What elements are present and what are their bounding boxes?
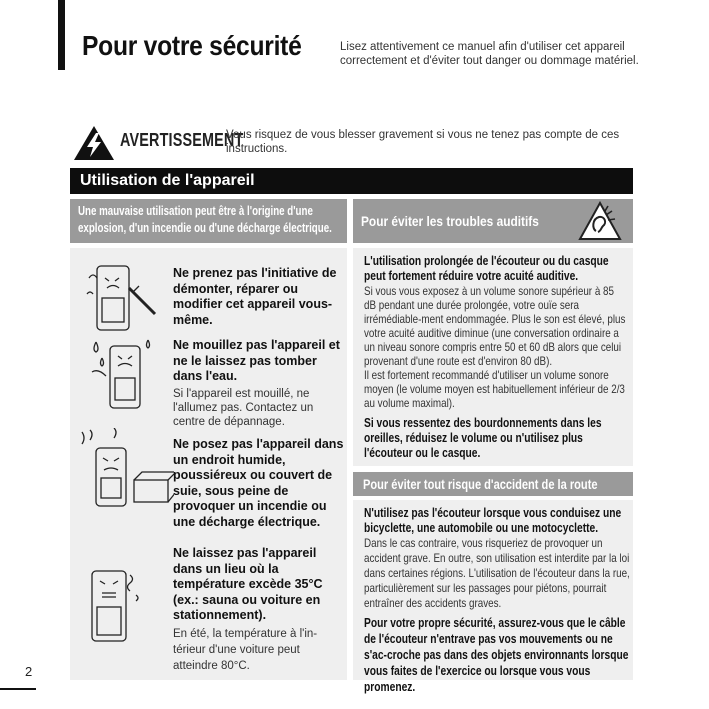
road-content [364, 506, 631, 695]
warning-label: AVERTISSEMENT [120, 130, 244, 150]
hearing-content [364, 254, 626, 461]
page-title: Pour votre sécurité [82, 30, 302, 61]
heat-illustration [80, 565, 150, 645]
left-item-4-heading: Ne laissez pas l'appareil dans un lieu où la température excède 35°C (ex.: sauna ou voiture en stationnement). [173, 546, 323, 622]
hearing-body: Si vous vous exposez à un volume sonore supérieur à 85 dB pendant une durée prolongée, votre ouïe sera irrémédiable-ment endommagée. Plus le son est élevé, plus votre acuité auditive diminue (une conversation ordinaire a un niveau sonore compris entre 50 et 60 dB alors que celui provenant d'une route est d'environ 80 dB). [364, 284, 626, 368]
left-item-1 [173, 266, 345, 328]
section-title: Utilisation de l'appareil [80, 172, 255, 189]
page-number-rule [0, 688, 36, 690]
left-item-4-body: En été, la température à l'in-térieur d'une voiture peut atteindre 80°C. [173, 627, 318, 672]
disassembly-illustration [85, 258, 163, 338]
left-item-2 [173, 338, 345, 429]
water-illustration [88, 332, 166, 414]
left-item-4 [173, 546, 345, 674]
dust-illustration [74, 428, 174, 512]
left-column-header-text: Une mauvaise utilisation peut être à l'origine d'une explosion, d'un incendie ou d'une décharge électrique. [78, 204, 332, 235]
hearing-warning-icon [578, 201, 622, 241]
road-body: Dans le cas contraire, vous risqueriez de provoquer un accident grave. En outre, son utilisation est interdite par la loi dans certaines régions. L'utilisation de l'écouteur dans la rue, particulièrement sur les passages pour piétons, pourrait entraîner des accidents graves. [364, 536, 630, 610]
road-heading-2: Pour votre propre sécurité, assurez-vous que le câble de l'écouteur n'entrave pas vos mouvements ou ne s'ac-croche pas dans des objets environnants lorsque vous faites de l'exercice ou lorsque vous vous promenez. [364, 616, 629, 694]
page-number: 2 [25, 664, 33, 679]
hearing-body-2: Il est fortement recommandé d'utiliser un volume sonore moyen (le volume moyen est habituellement inférieur de 2/3 au volume maximal). [364, 368, 625, 410]
left-item-3-heading: Ne posez pas l'appareil dans un endroit humide, poussiéreux ou couvert de suie, sous peine de provoquer un incendie ou une décharge électrique. [173, 437, 344, 529]
hearing-heading-2: Si vous ressentez des bourdonnements dans les oreilles, réduisez le volume ou n'utilisez plus l'écouteur ou le casque. [364, 416, 602, 460]
left-item-2-body: Si l'appareil est mouillé, ne l'allumez pas. Contactez un centre de dépannage. [173, 387, 314, 428]
intro-text: Lisez attentivement ce manuel afin d'utiliser cet appareil correctement et d'éviter tout danger ou dommage matériel. [340, 41, 639, 67]
left-item-3 [173, 437, 345, 530]
left-item-2-heading: Ne mouillez pas l'appareil et ne le laissez pas tomber dans l'eau. [173, 338, 340, 383]
warning-text: Vous risquez de vous blesser gravement si vous ne tenez pas compte de ces instructions. [226, 129, 620, 155]
left-item-1-heading: Ne prenez pas l'initiative de démonter, réparer ou modifier cet appareil vous-même. [173, 266, 337, 327]
road-heading-1: N'utilisez pas l'écouteur lorsque vous conduisez une bicyclette, une automobile ou une motocyclette. [364, 506, 622, 535]
lightning-warning-icon [73, 125, 115, 161]
hearing-heading-1: L'utilisation prolongée de l'écouteur ou du casque peut fortement réduire votre acuité auditive. [364, 254, 609, 283]
hearing-header-text: Pour éviter les troubles auditifs [361, 213, 539, 229]
header-accent-bar [58, 0, 65, 70]
road-header-text: Pour éviter tout risque d'accident de la route [363, 477, 598, 492]
